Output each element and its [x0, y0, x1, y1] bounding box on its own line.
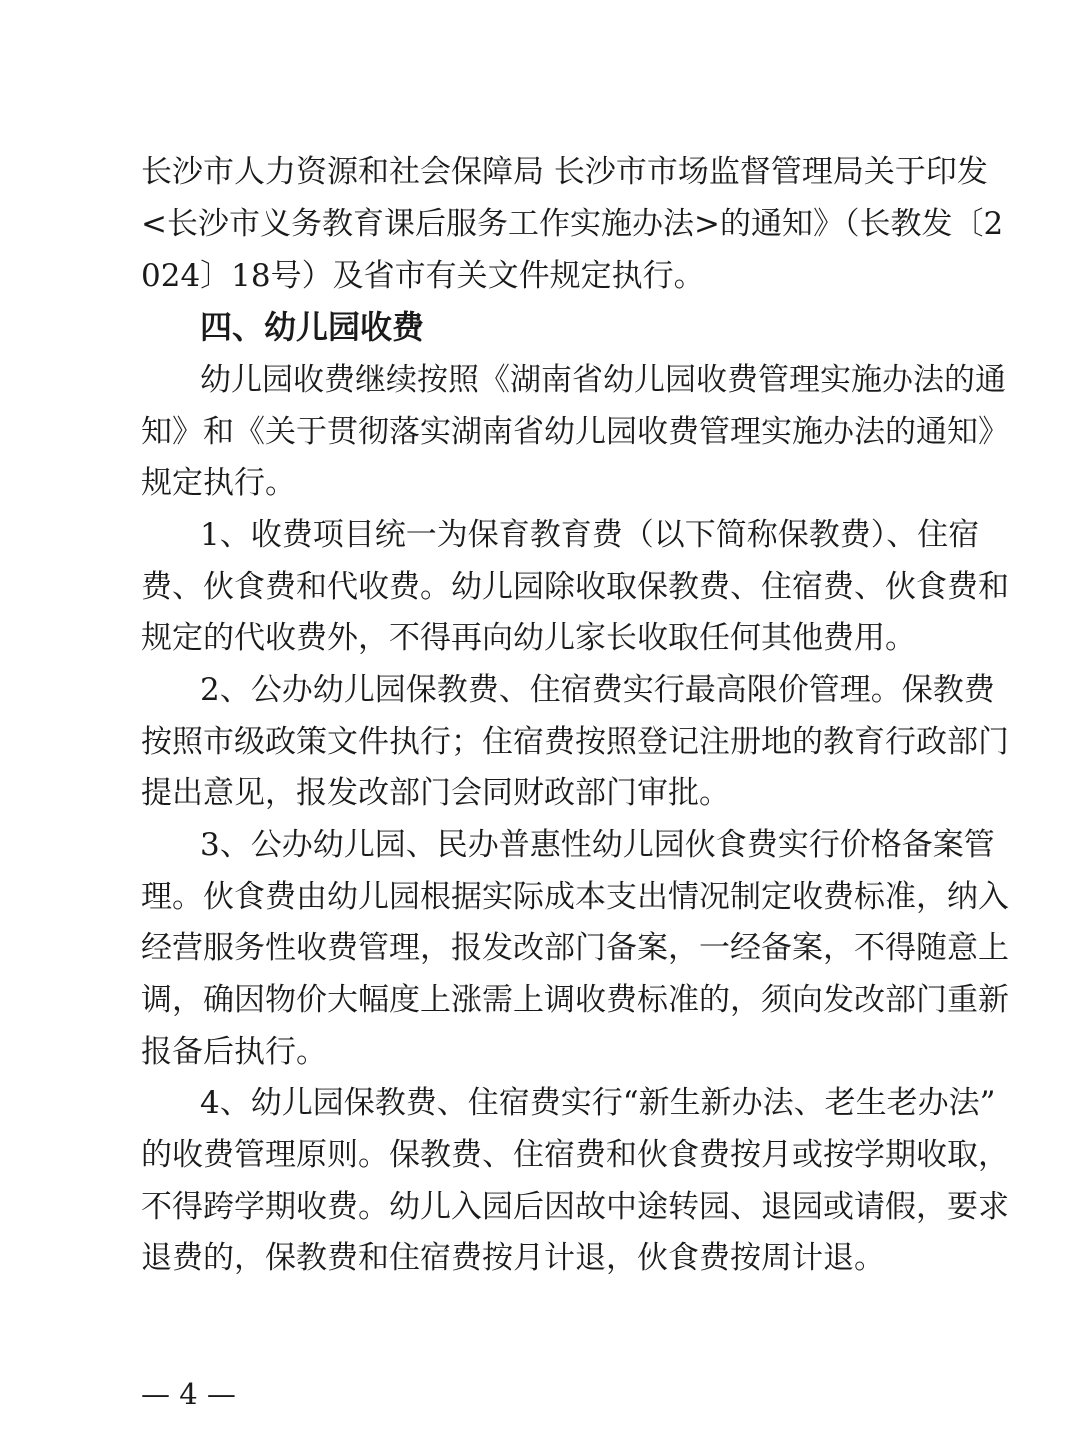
list-item-line: 的收费管理原则。保教费、住宿费和伙食费按月或按学期收取，: [141, 1137, 1009, 1173]
list-item-line: 经营服务性收费管理，报发改部门备案，一经备案，不得随意上: [141, 930, 1009, 966]
paragraph-line: 幼儿园收费继续按照《湖南省幼儿园收费管理实施办法的通: [200, 362, 1006, 398]
list-item-line: 调，确因物价大幅度上涨需上调收费标准的，须向发改部门重新: [141, 982, 1009, 1018]
paragraph-line: 规定执行。: [141, 465, 296, 501]
text-line: 长沙市人力资源和社会保障局 长沙市市场监督管理局关于印发: [141, 154, 988, 190]
list-item-line: 1、收费项目统一为保育教育费（以下简称保教费）、住宿: [200, 517, 980, 553]
text-line: <长沙市义务教育课后服务工作实施办法>的通知》（长教发〔2: [141, 206, 1004, 242]
list-item-line: 提出意见，报发改部门会同财政部门审批。: [141, 775, 730, 811]
list-item-line: 4、幼儿园保教费、住宿费实行“新生新办法、老生老办法”: [200, 1085, 996, 1121]
list-item-line: 3、公办幼儿园、民办普惠性幼儿园伙食费实行价格备案管: [200, 827, 995, 863]
list-item-line: 2、公办幼儿园保教费、住宿费实行最高限价管理。保教费: [200, 672, 995, 708]
paragraph-line: 知》和《关于贯彻落实湖南省幼儿园收费管理实施办法的通知》: [141, 414, 1009, 450]
list-item-line: 费、伙食费和代收费。幼儿园除收取保教费、住宿费、伙食费和: [141, 569, 1009, 605]
page-number: — 4 —: [141, 1377, 236, 1411]
list-item-line: 不得跨学期收费。幼儿入园后因故中途转园、退园或请假，要求: [141, 1189, 1009, 1225]
list-item-line: 退费的，保教费和住宿费按月计退，伙食费按周计退。: [141, 1240, 885, 1276]
list-item-line: 按照市级政策文件执行；住宿费按照登记注册地的教育行政部门: [141, 724, 1009, 760]
list-item-line: 规定的代收费外，不得再向幼儿家长收取任何其他费用。: [141, 620, 916, 656]
section-heading: 四、幼儿园收费: [200, 308, 425, 346]
text-line: 024〕18号）及省市有关文件规定执行。: [141, 258, 705, 294]
list-item-line: 理。伙食费由幼儿园根据实际成本支出情况制定收费标准，纳入: [141, 879, 1009, 915]
list-item-line: 报备后执行。: [141, 1034, 327, 1070]
